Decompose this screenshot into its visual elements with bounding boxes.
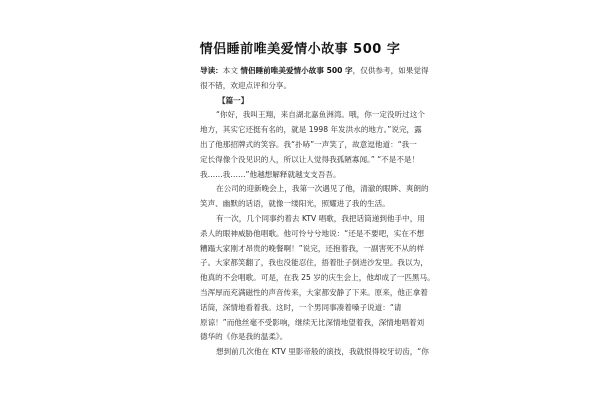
intro-line <box>200 64 600 79</box>
paragraph-line: 原谅！”而他丝毫不受影响，继续无比深情地望着我，深情地唱着刘 <box>200 317 425 327</box>
paragraph-line: “你好，我叫王翔，来自湖北嘉鱼洲湾。哦，你一定没听过这个 <box>216 110 425 120</box>
paragraph-line: 地方，其实它还挺有名的，就是 1998 年发洪水的地方。”说完，露 <box>200 125 422 135</box>
article-body <box>200 64 600 360</box>
paragraph-line: 出了他那招牌式的笑容。我“扑哧”一声笑了，故意逗他道：“我一 <box>200 139 417 149</box>
paragraph-line: 想到前几次他在 KTV 里影帝般的演技，我就恨得咬牙切齿，“你 <box>216 347 429 357</box>
paragraph-line: 当浑厚而充满磁性的声音传来，大家都安静了下来。原来，他正拿着 <box>200 287 428 297</box>
intro-bold-title: 情侣睡前唯美爱情小故事 500 字 <box>240 66 353 75</box>
paragraph-line: 话筒，深情地看着我。这时，一个男同事凑着嗓子说道：“请 <box>200 302 402 312</box>
intro-text-2: ，仅供参考，如果觉得 <box>352 66 429 75</box>
paragraph-line: 糟蹋大家刚才昂贵的晚餐啊！”说完，还抱着我，一副害死不从的样 <box>200 243 425 253</box>
paragraph-line: 我……我……”他越想解释就越支支吾吾。 <box>200 169 341 179</box>
page-title: 情侣睡前唯美爱情小故事 500 字 <box>199 42 401 57</box>
intro-text-1: 本文 <box>222 66 241 75</box>
paragraph-line: 他真的不会唱歌。可是，在我 25 岁的庆生会上，他却成了一匹黑马。 <box>200 273 435 283</box>
paragraph-line: 杀人的眼神威胁他唱歌。他可怜兮兮地说：“还是不要吧，实在不想 <box>200 228 425 238</box>
paragraph-line: 德华的《你是我的温柔》。 <box>200 332 288 342</box>
paragraph-line: 有一次，几个同事约着去 KTV 唱歌，我把话筒递到他手中，用 <box>216 213 425 223</box>
intro-label: 导读： <box>200 66 223 75</box>
intro-line-2: 很不错，欢迎点评和分享。 <box>200 80 292 90</box>
paragraph-line: 笑声、幽默的话语，就像一缕阳光，照耀进了我的生活。 <box>200 199 390 209</box>
paragraph-line: 在公司的迎新晚会上，我第一次遇见了他，清澈的眼眸、爽朗的 <box>216 184 429 194</box>
paragraph-line: 定长得像个没见识的人，所以让人觉得我孤陋寡闻。” “不是不是！ <box>200 154 420 164</box>
paragraph-line: 子。大家都笑翻了，我也没能忍住，捂着肚子倒进沙发里。我以为， <box>200 258 428 268</box>
section-heading: 【篇一】 <box>218 95 249 105</box>
